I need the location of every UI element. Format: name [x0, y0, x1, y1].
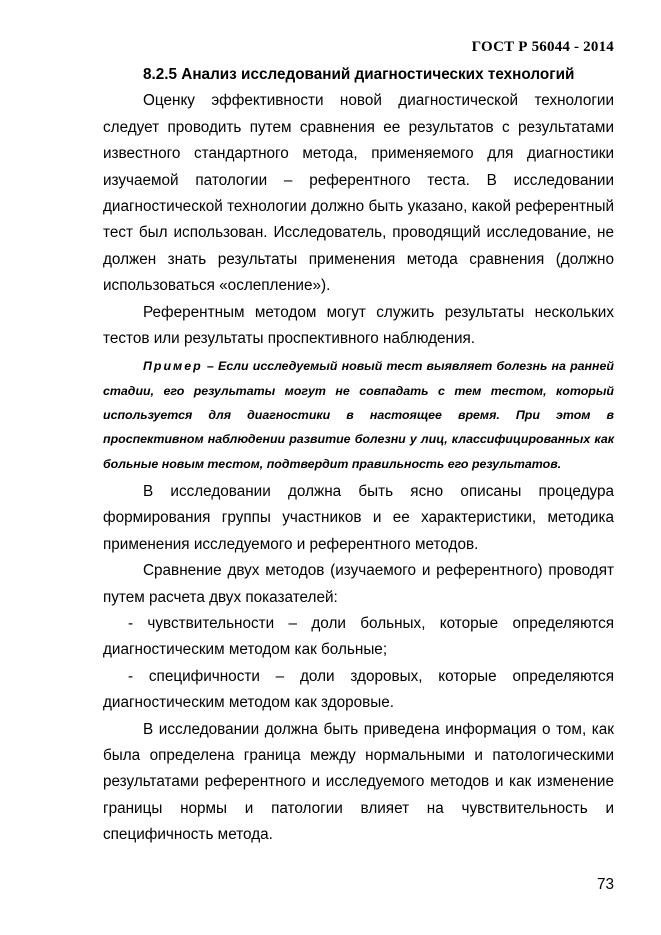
paragraph-study-procedure: В исследовании должна быть ясно описаны процедура формирования группы участников и ее характеристики, методика применения исследуемого и референтного методов. [103, 482, 614, 553]
standard-code-header: ГОСТ Р 56044 - 2014 [471, 39, 614, 55]
list-item-sensitivity: - чувствительности – доли больных, которые определяются диагностическим методом как больные; [103, 614, 614, 659]
paragraph-threshold-info: В исследовании должна быть приведена информация о том, как была определена граница между нормальными и патологическими результатами референтного и исследуемого методов и как изменение границы нормы и патологии влияет на чувствительность и специфичность метода. [103, 720, 614, 844]
example-lead: Пример [143, 359, 203, 374]
example-text: – Если исследуемый новый тест выявляет болезнь на ранней стадии, его результаты могут не совпадать с тем тестом, который используется для диагностики в настоящее время. При этом в проспективном наблюдении развитие болезни у лиц, классифицированных как больные новым тестом, подтвердит правильность его результатов. [103, 359, 614, 471]
paragraph-reference-method: Референтным методом могут служить результаты нескольких тестов или результаты проспективного наблюдения. [103, 303, 614, 348]
document-body [103, 62, 614, 849]
paragraph-comparison: Сравнение двух методов (изучаемого и референтного) проводят путем расчета двух показателей: [103, 562, 614, 606]
example-note [103, 354, 614, 475]
paragraph-evaluation-method: Оценку эффективности новой диагностической технологии следует проводить путем сравнения ее результатов с результатами известного стандартного метода, применяемого для диагностики изучаемой патологии – референтного теста. В исследовании диагностической технологии должно быть указано, какой референтный тест был использован. Исследователь, проводящий исследование, не должен знать результаты применения метода сравнения (должно использоваться «ослепление»). [103, 92, 614, 295]
list-item-specificity: - специфичности – доли здоровых, которые определяются диагностическим методом как здоровые. [103, 667, 614, 712]
section-heading: 8.2.5 Анализ исследований диагностических технологий [143, 66, 575, 83]
page-number: 73 [596, 876, 614, 893]
